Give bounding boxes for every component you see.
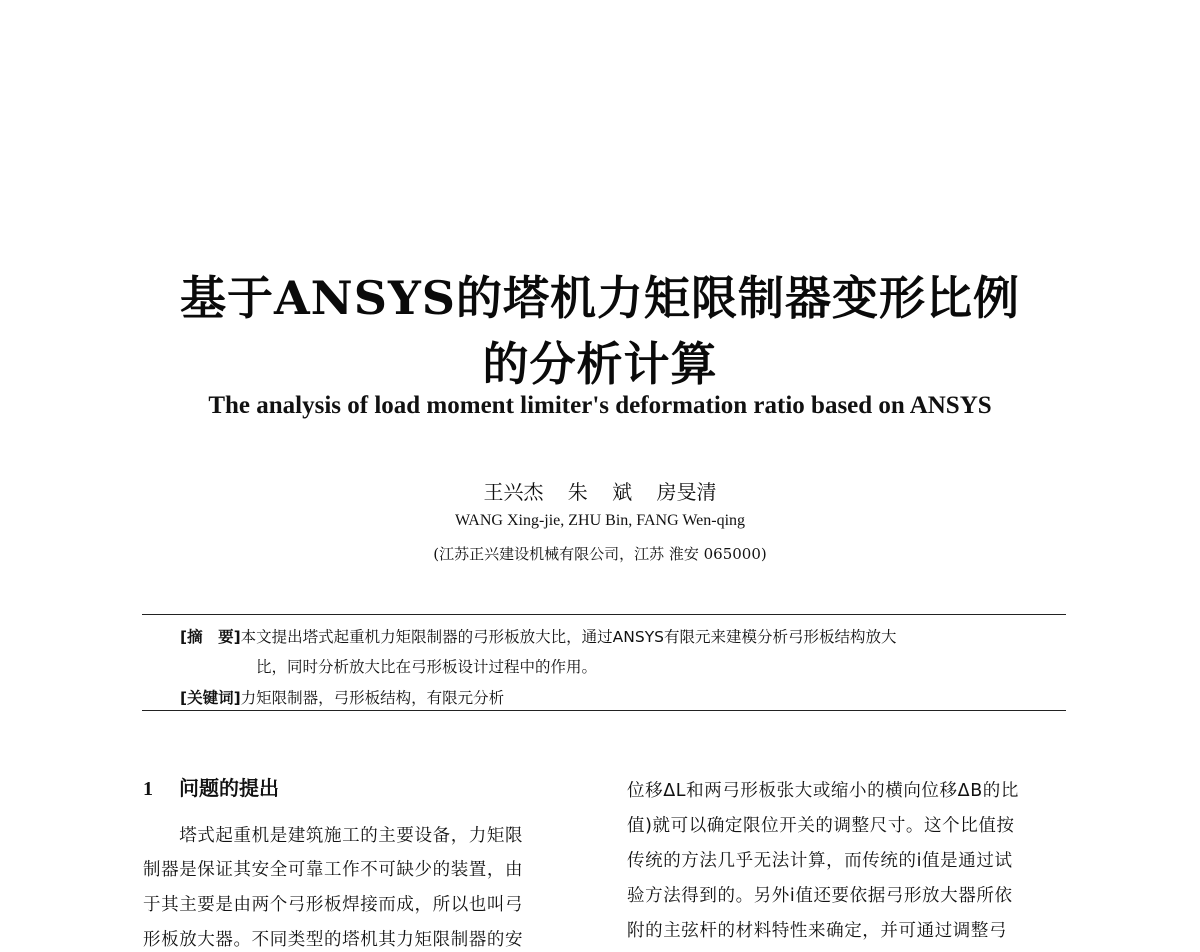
right-column-line: 传统的方法几乎无法计算，而传统的i值是通过试 [627,851,1013,871]
authors-english: WANG Xing-jie, ZHU Bin, FANG Wen-qing [454,512,746,529]
abstract-top-rule [142,614,1066,615]
section-1-heading [143,772,279,801]
abstract-line-1 [180,625,897,647]
abstract-text-1: 本文提出塔式起重机力矩限制器的弓形板放大比，通过ANSYS有限元来建模分析弓形板结构放大 [240,628,897,646]
keywords-line [180,686,504,708]
right-column-line: 位移ΔL和两弓形板张大或缩小的横向位移ΔB的比 [627,781,1019,801]
left-column-line: 于其主要是由两个弓形板焊接而成，所以也叫弓 [143,895,524,915]
left-column-line: 形板放大器。不同类型的塔机其力矩限制器的安 [143,930,524,950]
right-column-line: 附的主弦杆的材料特性来确定，并可通过调整弓 [627,921,1008,941]
right-column-line: 验方法得到的。另外i值还要依据弓形放大器所依 [627,886,1013,906]
section-title: 问题的提出 [179,776,279,800]
abstract-bottom-rule [142,710,1066,711]
abstract-label: [摘 要] [180,628,241,646]
left-column-line: 塔式起重机是建筑施工的主要设备，力矩限 [143,826,524,846]
paper-title-line-1: 基于ANSYS的塔机力矩限制器变形比例 [179,271,1020,325]
authors-chinese: 王兴杰 朱 斌 房旻清 [483,480,717,504]
affiliation: (江苏正兴建设机械有限公司，江苏 淮安 065000) [433,545,767,563]
section-number: 1 [143,778,153,800]
paper-title-line-2: 的分析计算 [482,337,718,391]
keywords-text: 力矩限制器，弓形板结构，有限元分析 [240,689,505,707]
right-column-line: 值)就可以确定限位开关的调整尺寸。这个比值按 [627,816,1015,836]
abstract-line-2: 比，同时分析放大比在弓形板设计过程中的作用。 [256,658,598,676]
paper-title-english: The analysis of load moment limiter's deformation ratio based on ANSYS [208,392,992,419]
keywords-label: [关键词] [180,689,241,707]
left-column-line: 制器是保证其安全可靠工作不可缺少的装置，由 [143,860,524,880]
